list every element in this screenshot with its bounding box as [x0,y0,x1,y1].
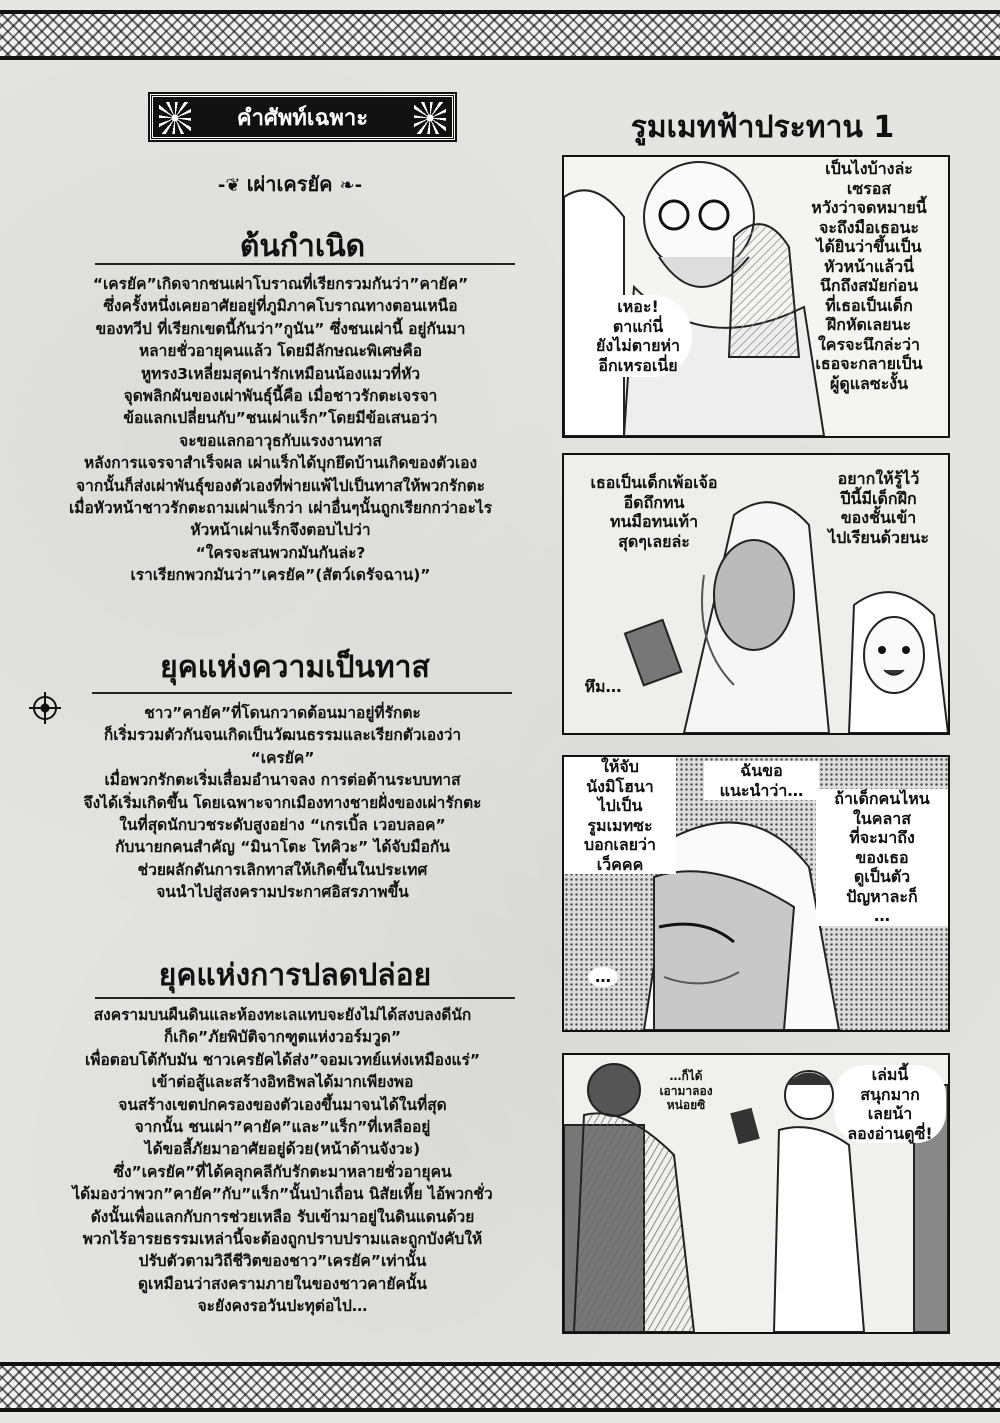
glossary-header-label: คำศัพท์เฉพาะ [236,105,369,131]
section-title-liberation: ยุคแห่งการปลดปล่อย [158,958,432,993]
section-text-origin: “เครยัค”เกิดจากชนเผ่าโบราณที่เรียกรวมกันว่า”คายัค” ซึ่งครั้งหนึ่งเคยอาศัยอยู่ที่ภูมิภาคโบราณทางตอนเหนือ ของทวีป ที่เรียกเขตนี้กันว่า”กูนัน” ซึ่งชนเผ่านี้ อยู่กันมา หลายชั่วอายุคนแล้ว โดยมีลักษณะพิเศษคือ หูทรง3เหลี่ยมสุดน่ารักเหมือนน้องแมวที่หัว จุดพลิกผันของเผ่าพันธุ์นี้คือ เมื่อชาวรักตะเจรจา ข้อแลกเปลี่ยนกับ”ชนเผ่าแร็ก”โดยมีข้อเสนอว่า จะขอแลกอาวุธกับแรงงานทาส หลังการแจรจาสำเร็จผล เผ่าแร็กได้บุกยึดบ้านเกิดของตัวเอง จากนั้นก็ส่งเผ่าพันธุ์ของตัวเองที่พ่ายแพ้ไปเป็นทาสให้พวกรักตะ เมื่อหัวหน้าชาวรักตะถามเผ่าแร็กว่า เผ่าอื่นๆนั้นถูกเรียกกว่าอะไร หัวหน้าเผ่าแร็กจึงตอบไปว่า “ใครจะสนพวกมันกันล่ะ? เราเรียกพวกมันว่า”เครยัค”(สัตว์เดรัจฉาน)” [68,275,493,585]
section-rule [95,997,515,999]
speech-bubble: เธอเป็นเด็กเพ้อเจ้อ อีดถึกทน ทนมือทนเท้า สุดๆเลยล่ะ [590,473,718,551]
comic-panel-1 [562,155,950,438]
swirl-right-icon: ❧- [339,175,363,196]
comic-panel-2 [562,453,950,735]
glossary-header-box [150,94,455,140]
ornament-icon [159,102,191,134]
section-title-origin: ต้นกำเนิด [239,229,366,264]
ornament-icon [414,102,446,134]
section-rule [95,263,515,265]
speech-bubble: เป็นไงบ้างล่ะ เซรอส หวังว่าจดหมายนี้ จะถึงมือเธอนะ ได้ยินว่าขึ้นเป็น หัวหน้าแล้วนี่ นึกถึงสมัยก่อน ที่เธอเป็นเด็ก ฝึกหัดเลยนะ ใครจะนึกล่ะว่า เธอจะกลายเป็น ผู้ดูแลซะงั้น [811,159,927,393]
speech-bubble: ให้จับ นังมิโฮนา ไปเป็น รูมเมทซะ บอกเลยว่า เว็คคค [564,757,676,874]
section-text-liberation: สงครามบนผืนดินและห้องทะเลแทบจะยังไม่ได้สงบลงดีนัก ก็เกิด”ภัยพิบัติจากฑูตแห่งวอร์มวูด” เพื่อตอบโต้กับมัน ชาวเครยัคได้ส่ง”จอมเวทย์แห่งเหมืองแร่” เข้าต่อสู้และสร้างอิทธิพลได้มากเพียงพอ จนสร้างเขตปกครองของตัวเองขึ้นมาจนได้ในที่สุด จากนั้น ชนเผ่า”คายัค”และ”แร็ก”ที่เหลืออยู่ ได้ขอลี้ภัยมาอาศัยอยู่ด้วย(หน้าด้านจังวะ) ซึ่ง”เครยัค”ที่ได้คลุกคลีกับรักตะมาหลายชั่วอายุคน ได้มองว่าพวก”คายัค”กับ”แร็ก”นั้นป่าเถื่อน นิสัยเหี้ย ไอ้พวกชั่ว ดังนั้นเพื่อแลกกับการช่วยเหลือ รับเข้ามาอยู่ในดินแดนด้วย พวกไร้อารยธรรมเหล่านี้จะต้องถูกปราบปรามและถูกบังคับให้ ปรับตัวตามวิถีชีวิตของชาว”เครยัค”เท่านั้น ดูเหมือนว่าสงครามภายในของชาวคายัคนั้น จะยังคงรอวันปะทุต่อไป… [72,1006,493,1316]
speech-bubble: …ก็ได้ เอามาลอง หน่อยซิ [659,1069,713,1113]
speech-bubble: ถ้าเด็กคนไหน ในคลาส ที่จะมาถึง ของเธอ ดูเป็นตัว ปัญหาละก็ … [816,789,948,926]
section-rule [92,692,512,694]
speech-bubble: ฉันขอ แนะนำว่า… [704,761,819,800]
swirl-left-icon: -❦ [217,175,247,196]
section-title-slavery: ยุคแห่งความเป็นทาส [160,650,430,685]
speech-bubble: อยากให้รู้ไว้ ปีนี้มีเด็กฝึก ของชั้นเข้า ไปเรียนด้วยนะ [828,469,929,547]
comic-panel-3 [562,755,950,1032]
tribe-heading-text: เผ่าเครยัค [246,172,333,196]
tribe-heading [185,168,395,200]
comic-title: รูมเมทฟ้าประทาน 1 [630,110,895,145]
comic-panel-4 [562,1053,950,1334]
section-text-slavery: ชาว”คายัค”ที่โดนกวาดต้อนมาอยู่ที่รักตะ ก็เริ่มรวมตัวกันจนเกิดเป็นวัฒนธรรมและเรียกตัวเองว่า “เครยัค” เมื่อพวกรักตะเริ่มเสื่อมอำนาจลง การต่อต้านระบบทาส จึงได้เริ่มเกิดขึ้น โดยเฉพาะจากเมืองทางชายฝั่งของเผ่ารักตะ ในที่สุดนักบวชระดับสูงอย่าง “เกรเบิ้ล เวอบลอค” กับนายกคนสำคัญ “มินาโตะ โทคิวะ” ได้จับมือกัน ช่วยผลักดันการเลิกทาสให้เกิดขึ้นในประเทศ จนนำไปสู่สงครามประกาศอิสรภาพขึ้น [83,704,482,902]
speech-bubble: เล่มนี้ สนุกมาก เลยน้า ลองอ่านดูซี่! [834,1065,946,1143]
speech-bubble: เหอะ! ตาแก่นี่ ยังไม่ตายห่า อีกเหรอเนี่ย [584,295,692,377]
bottom-ornamental-border [0,1362,1000,1412]
speech-bubble: … [588,967,618,987]
top-ornamental-border [0,10,1000,60]
speech-bubble: หึม… [584,677,622,696]
